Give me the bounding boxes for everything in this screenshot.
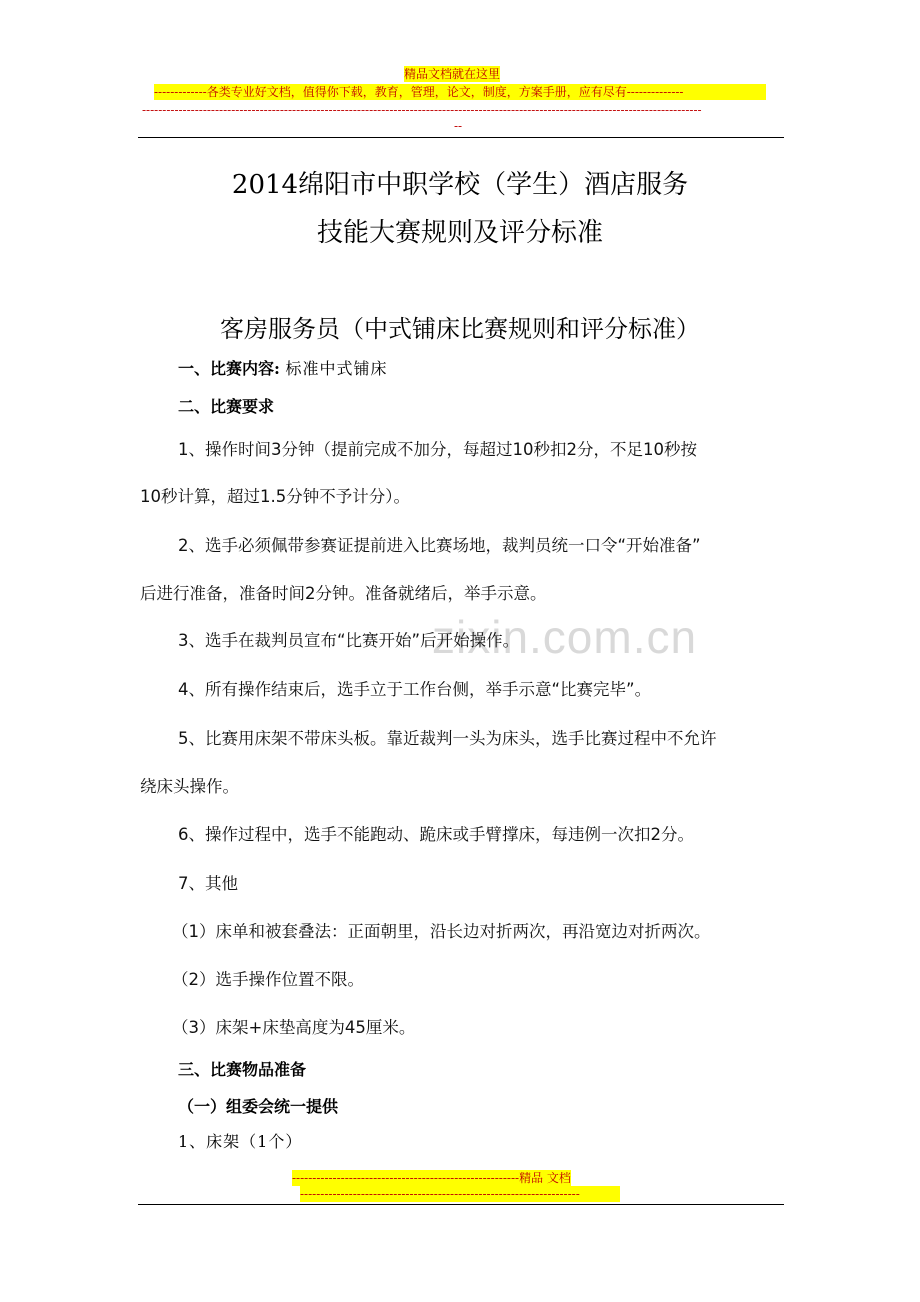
section-1-label: 一、比赛内容: (178, 359, 280, 378)
footer-dash-line: --------------------------------------------------------------------- (300, 1186, 620, 1202)
section-3-item-bed: 1、床架（1个） (178, 1132, 303, 1151)
rule-item-7: 7、其他 (178, 874, 238, 893)
document-title-line2: 技能大赛规则及评分标准 (316, 218, 603, 248)
rule-item-1-line1: 1、操作时间3分钟（提前完成不加分，每超过10秒扣2分，不足10秒按 (178, 440, 697, 459)
rule-item-6: 6、操作过程中，选手不能跑动、跪床或手臂撑床，每违例一次扣2分。 (178, 825, 694, 844)
section-3-sub-1: （一）组委会统一提供 (178, 1097, 339, 1116)
header-top-label: 精品文档就在这里 (404, 67, 501, 81)
header-dash-tail: -- (454, 119, 463, 133)
rule-item-4: 4、所有操作结束后，选手立于工作台侧，举手示意“比赛完毕”。 (178, 680, 652, 699)
header-rule (138, 137, 784, 138)
watermark: zixin.com.cn (432, 611, 698, 663)
rule-item-7-1: （1）床单和被套叠法：正面朝里，沿长边对折两次，再沿宽边对折两次。 (172, 922, 711, 941)
rule-item-1-line2: 10秒计算，超过1.5分钟不予计分）。 (140, 487, 410, 506)
rule-item-7-2: （2）选手操作位置不限。 (172, 970, 364, 989)
header-banner: -------------各类专业好文档，值得你下载，教育，管理，论文，制度，方案手册，应有尽有-------------- (154, 84, 766, 100)
rule-item-5-line2: 绕床头操作。 (140, 777, 239, 796)
document-title-line1: 2014绵阳市中职学校（学生）酒店服务 (231, 170, 689, 200)
section-2-heading: 二、比赛要求 (178, 397, 275, 416)
footer-banner: --------------------------------------------------------精品 文档 (292, 1171, 571, 1185)
footer-rule (138, 1204, 784, 1205)
header-dash-line: ------------------------------------------------------------------------------------------------------------------------------------------ (142, 103, 702, 117)
rule-item-5-line1: 5、比赛用床架不带床头板。靠近裁判一头为床头，选手比赛过程中不允许 (178, 729, 717, 748)
rule-item-2-line1: 2、选手必须佩带参赛证提前进入比赛场地，裁判员统一口令“开始准备” (178, 536, 701, 555)
section-3-heading: 三、比赛物品准备 (178, 1060, 307, 1079)
rule-item-3: 3、选手在裁判员宣布“比赛开始”后开始操作。 (178, 631, 520, 650)
section-1-value: 标准中式铺床 (285, 359, 388, 378)
document-subtitle: 客房服务员（中式铺床比赛规则和评分标准） (220, 315, 700, 343)
rule-item-2-line2: 后进行准备，准备时间2分钟。准备就绪后，举手示意。 (140, 584, 547, 603)
section-1-heading (178, 356, 388, 379)
rule-item-7-3: （3）床架+床垫高度为45厘米。 (172, 1018, 416, 1037)
